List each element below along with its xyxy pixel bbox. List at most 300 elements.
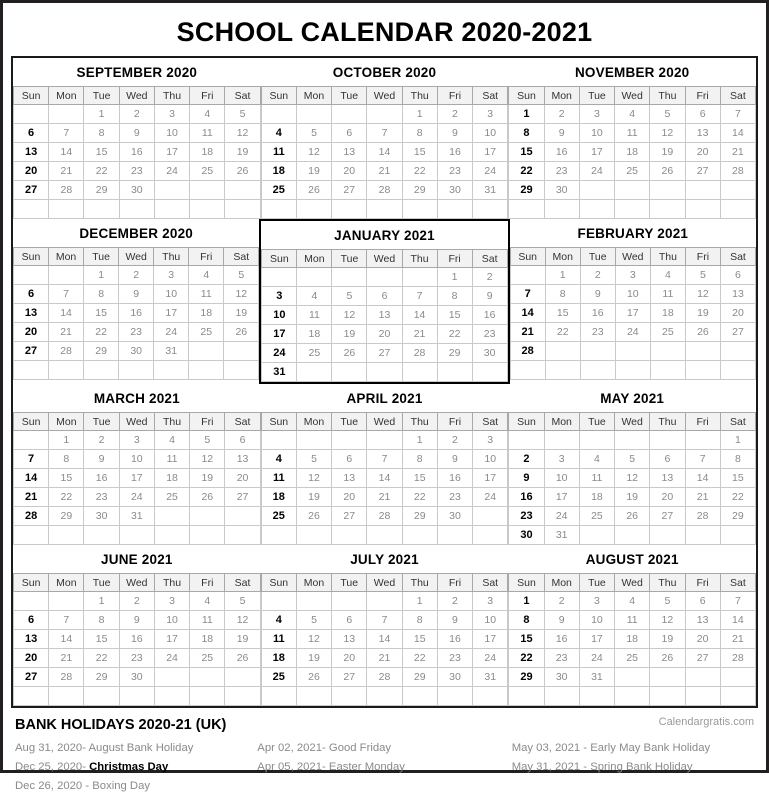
day-cell[interactable]: 5 xyxy=(296,611,331,630)
day-cell[interactable]: 9 xyxy=(509,469,544,488)
day-cell[interactable]: 31 xyxy=(473,668,508,687)
day-cell[interactable]: 19 xyxy=(296,162,331,181)
day-cell[interactable]: 3 xyxy=(544,450,579,469)
day-cell[interactable]: 6 xyxy=(14,285,49,304)
day-cell[interactable]: 13 xyxy=(14,304,49,323)
day-cell[interactable]: 20 xyxy=(14,323,49,342)
day-cell[interactable]: 23 xyxy=(119,649,154,668)
day-cell[interactable]: 8 xyxy=(402,611,437,630)
day-cell[interactable]: 3 xyxy=(154,105,189,124)
day-cell[interactable]: 28 xyxy=(510,342,545,361)
day-cell[interactable]: 13 xyxy=(14,143,49,162)
day-cell[interactable]: 1 xyxy=(49,431,84,450)
day-cell[interactable]: 29 xyxy=(720,507,755,526)
day-cell[interactable]: 2 xyxy=(437,431,472,450)
day-cell[interactable]: 15 xyxy=(509,143,544,162)
day-cell[interactable]: 11 xyxy=(615,611,650,630)
day-cell[interactable]: 14 xyxy=(49,630,84,649)
day-cell[interactable]: 19 xyxy=(190,469,225,488)
day-cell[interactable]: 5 xyxy=(332,287,367,306)
day-cell[interactable]: 7 xyxy=(367,450,402,469)
day-cell[interactable]: 7 xyxy=(402,287,437,306)
day-cell[interactable]: 20 xyxy=(14,649,49,668)
day-cell[interactable]: 3 xyxy=(262,287,297,306)
day-cell[interactable]: 14 xyxy=(367,630,402,649)
day-cell[interactable]: 1 xyxy=(84,266,119,285)
day-cell[interactable]: 23 xyxy=(437,488,472,507)
day-cell[interactable]: 28 xyxy=(685,507,720,526)
day-cell[interactable]: 15 xyxy=(84,143,119,162)
day-cell[interactable]: 14 xyxy=(49,143,84,162)
day-cell[interactable]: 7 xyxy=(720,105,755,124)
day-cell[interactable]: 25 xyxy=(579,507,614,526)
day-cell[interactable]: 29 xyxy=(84,181,119,200)
day-cell[interactable]: 21 xyxy=(49,649,84,668)
day-cell[interactable]: 7 xyxy=(14,450,49,469)
day-cell[interactable]: 3 xyxy=(615,266,650,285)
day-cell[interactable]: 6 xyxy=(367,287,402,306)
day-cell[interactable]: 14 xyxy=(685,469,720,488)
day-cell[interactable]: 6 xyxy=(225,431,260,450)
day-cell[interactable]: 22 xyxy=(402,488,437,507)
day-cell[interactable]: 23 xyxy=(544,649,579,668)
day-cell[interactable]: 16 xyxy=(544,630,579,649)
day-cell[interactable]: 8 xyxy=(509,611,544,630)
day-cell[interactable]: 26 xyxy=(332,344,367,363)
day-cell[interactable]: 16 xyxy=(437,143,472,162)
day-cell[interactable]: 31 xyxy=(579,668,614,687)
day-cell[interactable]: 24 xyxy=(615,323,650,342)
day-cell[interactable]: 23 xyxy=(544,162,579,181)
day-cell[interactable]: 29 xyxy=(49,507,84,526)
day-cell[interactable]: 4 xyxy=(261,124,296,143)
day-cell[interactable]: 2 xyxy=(472,268,507,287)
day-cell[interactable]: 4 xyxy=(189,266,224,285)
day-cell[interactable]: 2 xyxy=(84,431,119,450)
day-cell[interactable]: 3 xyxy=(154,592,189,611)
day-cell[interactable]: 11 xyxy=(615,124,650,143)
day-cell[interactable]: 14 xyxy=(367,143,402,162)
day-cell[interactable]: 12 xyxy=(225,124,260,143)
day-cell[interactable]: 12 xyxy=(296,630,331,649)
day-cell[interactable]: 21 xyxy=(49,323,84,342)
day-cell[interactable]: 18 xyxy=(189,304,224,323)
day-cell[interactable]: 4 xyxy=(615,592,650,611)
day-cell[interactable]: 21 xyxy=(367,162,402,181)
day-cell[interactable]: 23 xyxy=(119,323,154,342)
day-cell[interactable]: 30 xyxy=(437,507,472,526)
day-cell[interactable]: 9 xyxy=(119,285,154,304)
day-cell[interactable]: 7 xyxy=(720,592,755,611)
day-cell[interactable]: 22 xyxy=(402,162,437,181)
day-cell[interactable]: 3 xyxy=(154,266,189,285)
day-cell[interactable]: 6 xyxy=(332,611,367,630)
day-cell[interactable]: 24 xyxy=(473,649,508,668)
day-cell[interactable]: 15 xyxy=(49,469,84,488)
day-cell[interactable]: 31 xyxy=(262,363,297,382)
day-cell[interactable]: 28 xyxy=(49,342,84,361)
day-cell[interactable]: 21 xyxy=(510,323,545,342)
day-cell[interactable]: 22 xyxy=(509,162,544,181)
day-cell[interactable]: 11 xyxy=(190,124,225,143)
day-cell[interactable]: 25 xyxy=(190,649,225,668)
day-cell[interactable]: 20 xyxy=(332,488,367,507)
day-cell[interactable]: 19 xyxy=(224,304,259,323)
day-cell[interactable]: 10 xyxy=(154,285,189,304)
day-cell[interactable]: 18 xyxy=(261,162,296,181)
day-cell[interactable]: 15 xyxy=(84,304,119,323)
day-cell[interactable]: 10 xyxy=(579,611,614,630)
day-cell[interactable]: 26 xyxy=(650,649,685,668)
day-cell[interactable]: 17 xyxy=(473,630,508,649)
day-cell[interactable]: 21 xyxy=(720,630,755,649)
day-cell[interactable]: 20 xyxy=(14,162,49,181)
day-cell[interactable]: 29 xyxy=(84,668,119,687)
day-cell[interactable]: 10 xyxy=(544,469,579,488)
day-cell[interactable]: 24 xyxy=(154,323,189,342)
day-cell[interactable]: 21 xyxy=(402,325,437,344)
day-cell[interactable]: 10 xyxy=(473,611,508,630)
day-cell[interactable]: 19 xyxy=(296,649,331,668)
day-cell[interactable]: 11 xyxy=(261,143,296,162)
day-cell[interactable]: 17 xyxy=(119,469,154,488)
day-cell[interactable]: 10 xyxy=(473,124,508,143)
day-cell[interactable]: 31 xyxy=(119,507,154,526)
day-cell[interactable]: 20 xyxy=(685,630,720,649)
day-cell[interactable]: 19 xyxy=(225,143,260,162)
day-cell[interactable]: 2 xyxy=(119,266,154,285)
day-cell[interactable]: 17 xyxy=(154,630,189,649)
day-cell[interactable]: 17 xyxy=(579,143,614,162)
day-cell[interactable]: 22 xyxy=(402,649,437,668)
day-cell[interactable]: 13 xyxy=(685,611,720,630)
day-cell[interactable]: 13 xyxy=(332,143,367,162)
day-cell[interactable]: 27 xyxy=(14,342,49,361)
day-cell[interactable]: 18 xyxy=(154,469,189,488)
day-cell[interactable]: 4 xyxy=(650,266,685,285)
day-cell[interactable]: 11 xyxy=(154,450,189,469)
day-cell[interactable]: 24 xyxy=(119,488,154,507)
day-cell[interactable]: 5 xyxy=(296,450,331,469)
day-cell[interactable]: 16 xyxy=(544,143,579,162)
day-cell[interactable]: 4 xyxy=(579,450,614,469)
day-cell[interactable]: 18 xyxy=(579,488,614,507)
day-cell[interactable]: 13 xyxy=(332,469,367,488)
day-cell[interactable]: 20 xyxy=(225,469,260,488)
day-cell[interactable]: 12 xyxy=(650,611,685,630)
day-cell[interactable]: 12 xyxy=(332,306,367,325)
day-cell[interactable]: 12 xyxy=(224,285,259,304)
day-cell[interactable]: 12 xyxy=(190,450,225,469)
day-cell[interactable]: 16 xyxy=(509,488,544,507)
day-cell[interactable]: 30 xyxy=(472,344,507,363)
day-cell[interactable]: 25 xyxy=(154,488,189,507)
day-cell[interactable]: 15 xyxy=(437,306,472,325)
day-cell[interactable]: 2 xyxy=(509,450,544,469)
day-cell[interactable]: 28 xyxy=(49,181,84,200)
day-cell[interactable]: 24 xyxy=(154,649,189,668)
day-cell[interactable]: 11 xyxy=(261,469,296,488)
day-cell[interactable]: 19 xyxy=(332,325,367,344)
day-cell[interactable]: 26 xyxy=(296,668,331,687)
day-cell[interactable]: 16 xyxy=(437,469,472,488)
day-cell[interactable]: 24 xyxy=(579,162,614,181)
day-cell[interactable]: 11 xyxy=(650,285,685,304)
day-cell[interactable]: 12 xyxy=(650,124,685,143)
day-cell[interactable]: 4 xyxy=(261,450,296,469)
day-cell[interactable]: 25 xyxy=(261,668,296,687)
day-cell[interactable]: 24 xyxy=(262,344,297,363)
day-cell[interactable]: 21 xyxy=(14,488,49,507)
day-cell[interactable]: 1 xyxy=(509,105,544,124)
day-cell[interactable]: 27 xyxy=(14,181,49,200)
day-cell[interactable]: 30 xyxy=(544,181,579,200)
day-cell[interactable]: 23 xyxy=(437,162,472,181)
day-cell[interactable]: 25 xyxy=(297,344,332,363)
day-cell[interactable]: 15 xyxy=(402,630,437,649)
day-cell[interactable]: 23 xyxy=(580,323,615,342)
day-cell[interactable]: 16 xyxy=(472,306,507,325)
day-cell[interactable]: 1 xyxy=(545,266,580,285)
day-cell[interactable]: 5 xyxy=(650,105,685,124)
day-cell[interactable]: 19 xyxy=(685,304,720,323)
day-cell[interactable]: 17 xyxy=(154,304,189,323)
day-cell[interactable]: 8 xyxy=(84,611,119,630)
day-cell[interactable]: 29 xyxy=(437,344,472,363)
day-cell[interactable]: 30 xyxy=(119,181,154,200)
day-cell[interactable]: 22 xyxy=(84,162,119,181)
day-cell[interactable]: 11 xyxy=(190,611,225,630)
day-cell[interactable]: 6 xyxy=(720,266,755,285)
day-cell[interactable]: 2 xyxy=(119,105,154,124)
day-cell[interactable]: 5 xyxy=(224,266,259,285)
day-cell[interactable]: 1 xyxy=(509,592,544,611)
day-cell[interactable]: 13 xyxy=(14,630,49,649)
day-cell[interactable]: 26 xyxy=(190,488,225,507)
day-cell[interactable]: 24 xyxy=(544,507,579,526)
day-cell[interactable]: 22 xyxy=(49,488,84,507)
day-cell[interactable]: 9 xyxy=(437,611,472,630)
day-cell[interactable]: 27 xyxy=(225,488,260,507)
day-cell[interactable]: 4 xyxy=(154,431,189,450)
day-cell[interactable]: 14 xyxy=(510,304,545,323)
day-cell[interactable]: 22 xyxy=(437,325,472,344)
day-cell[interactable]: 4 xyxy=(261,611,296,630)
day-cell[interactable]: 8 xyxy=(49,450,84,469)
day-cell[interactable]: 23 xyxy=(119,162,154,181)
day-cell[interactable]: 5 xyxy=(650,592,685,611)
day-cell[interactable]: 31 xyxy=(154,342,189,361)
day-cell[interactable]: 31 xyxy=(544,526,579,545)
day-cell[interactable]: 28 xyxy=(402,344,437,363)
day-cell[interactable]: 12 xyxy=(225,611,260,630)
day-cell[interactable]: 27 xyxy=(720,323,755,342)
day-cell[interactable]: 17 xyxy=(262,325,297,344)
day-cell[interactable]: 29 xyxy=(402,668,437,687)
day-cell[interactable]: 9 xyxy=(544,611,579,630)
day-cell[interactable]: 29 xyxy=(84,342,119,361)
day-cell[interactable]: 30 xyxy=(437,181,472,200)
day-cell[interactable]: 30 xyxy=(544,668,579,687)
day-cell[interactable]: 20 xyxy=(367,325,402,344)
day-cell[interactable]: 25 xyxy=(615,649,650,668)
day-cell[interactable]: 15 xyxy=(545,304,580,323)
day-cell[interactable]: 18 xyxy=(615,630,650,649)
day-cell[interactable]: 9 xyxy=(437,124,472,143)
day-cell[interactable]: 15 xyxy=(402,143,437,162)
day-cell[interactable]: 20 xyxy=(685,143,720,162)
day-cell[interactable]: 14 xyxy=(402,306,437,325)
day-cell[interactable]: 27 xyxy=(14,668,49,687)
day-cell[interactable]: 13 xyxy=(225,450,260,469)
day-cell[interactable]: 10 xyxy=(473,450,508,469)
day-cell[interactable]: 25 xyxy=(190,162,225,181)
day-cell[interactable]: 9 xyxy=(437,450,472,469)
day-cell[interactable]: 7 xyxy=(49,285,84,304)
day-cell[interactable]: 24 xyxy=(473,488,508,507)
day-cell[interactable]: 14 xyxy=(720,611,755,630)
day-cell[interactable]: 29 xyxy=(509,181,544,200)
day-cell[interactable]: 12 xyxy=(615,469,650,488)
day-cell[interactable]: 18 xyxy=(190,143,225,162)
day-cell[interactable]: 29 xyxy=(402,507,437,526)
day-cell[interactable]: 7 xyxy=(367,611,402,630)
day-cell[interactable]: 23 xyxy=(437,649,472,668)
day-cell[interactable]: 30 xyxy=(119,668,154,687)
day-cell[interactable]: 22 xyxy=(720,488,755,507)
day-cell[interactable]: 27 xyxy=(650,507,685,526)
day-cell[interactable]: 15 xyxy=(720,469,755,488)
day-cell[interactable]: 18 xyxy=(261,488,296,507)
day-cell[interactable]: 27 xyxy=(685,649,720,668)
day-cell[interactable]: 2 xyxy=(437,592,472,611)
day-cell[interactable]: 22 xyxy=(509,649,544,668)
day-cell[interactable]: 8 xyxy=(402,450,437,469)
day-cell[interactable]: 8 xyxy=(720,450,755,469)
day-cell[interactable]: 5 xyxy=(225,105,260,124)
day-cell[interactable]: 5 xyxy=(685,266,720,285)
day-cell[interactable]: 19 xyxy=(296,488,331,507)
day-cell[interactable]: 22 xyxy=(545,323,580,342)
day-cell[interactable]: 4 xyxy=(297,287,332,306)
day-cell[interactable]: 27 xyxy=(367,344,402,363)
day-cell[interactable]: 22 xyxy=(84,323,119,342)
day-cell[interactable]: 18 xyxy=(261,649,296,668)
day-cell[interactable]: 1 xyxy=(84,592,119,611)
day-cell[interactable]: 25 xyxy=(189,323,224,342)
day-cell[interactable]: 24 xyxy=(473,162,508,181)
day-cell[interactable]: 10 xyxy=(119,450,154,469)
day-cell[interactable]: 3 xyxy=(579,105,614,124)
day-cell[interactable]: 15 xyxy=(84,630,119,649)
day-cell[interactable]: 18 xyxy=(297,325,332,344)
day-cell[interactable]: 1 xyxy=(720,431,755,450)
day-cell[interactable]: 4 xyxy=(615,105,650,124)
day-cell[interactable]: 8 xyxy=(84,124,119,143)
day-cell[interactable]: 13 xyxy=(332,630,367,649)
day-cell[interactable]: 1 xyxy=(402,105,437,124)
day-cell[interactable]: 28 xyxy=(367,507,402,526)
day-cell[interactable]: 8 xyxy=(402,124,437,143)
day-cell[interactable]: 8 xyxy=(84,285,119,304)
day-cell[interactable]: 17 xyxy=(154,143,189,162)
day-cell[interactable]: 19 xyxy=(650,630,685,649)
day-cell[interactable]: 11 xyxy=(189,285,224,304)
day-cell[interactable]: 25 xyxy=(650,323,685,342)
day-cell[interactable]: 16 xyxy=(119,630,154,649)
day-cell[interactable]: 30 xyxy=(437,668,472,687)
day-cell[interactable]: 26 xyxy=(296,507,331,526)
day-cell[interactable]: 17 xyxy=(473,469,508,488)
day-cell[interactable]: 25 xyxy=(261,181,296,200)
day-cell[interactable]: 23 xyxy=(472,325,507,344)
day-cell[interactable]: 9 xyxy=(580,285,615,304)
day-cell[interactable]: 5 xyxy=(615,450,650,469)
day-cell[interactable]: 27 xyxy=(332,668,367,687)
day-cell[interactable]: 8 xyxy=(545,285,580,304)
day-cell[interactable]: 2 xyxy=(580,266,615,285)
day-cell[interactable]: 13 xyxy=(685,124,720,143)
day-cell[interactable]: 6 xyxy=(14,124,49,143)
day-cell[interactable]: 3 xyxy=(473,592,508,611)
day-cell[interactable]: 3 xyxy=(473,105,508,124)
day-cell[interactable]: 13 xyxy=(720,285,755,304)
day-cell[interactable]: 25 xyxy=(261,507,296,526)
day-cell[interactable]: 14 xyxy=(14,469,49,488)
day-cell[interactable]: 6 xyxy=(685,105,720,124)
day-cell[interactable]: 28 xyxy=(720,162,755,181)
day-cell[interactable]: 2 xyxy=(437,105,472,124)
day-cell[interactable]: 24 xyxy=(154,162,189,181)
day-cell[interactable]: 15 xyxy=(402,469,437,488)
day-cell[interactable]: 1 xyxy=(402,592,437,611)
day-cell[interactable]: 9 xyxy=(119,611,154,630)
day-cell[interactable]: 8 xyxy=(437,287,472,306)
day-cell[interactable]: 3 xyxy=(579,592,614,611)
day-cell[interactable]: 26 xyxy=(224,323,259,342)
day-cell[interactable]: 16 xyxy=(437,630,472,649)
day-cell[interactable]: 12 xyxy=(296,469,331,488)
day-cell[interactable]: 11 xyxy=(261,630,296,649)
day-cell[interactable]: 23 xyxy=(509,507,544,526)
day-cell[interactable]: 18 xyxy=(190,630,225,649)
day-cell[interactable]: 4 xyxy=(190,105,225,124)
day-cell[interactable]: 30 xyxy=(84,507,119,526)
day-cell[interactable]: 6 xyxy=(14,611,49,630)
day-cell[interactable]: 5 xyxy=(225,592,260,611)
day-cell[interactable]: 6 xyxy=(332,450,367,469)
day-cell[interactable]: 20 xyxy=(720,304,755,323)
day-cell[interactable]: 20 xyxy=(332,162,367,181)
day-cell[interactable]: 21 xyxy=(49,162,84,181)
day-cell[interactable]: 20 xyxy=(332,649,367,668)
day-cell[interactable]: 13 xyxy=(650,469,685,488)
day-cell[interactable]: 10 xyxy=(262,306,297,325)
day-cell[interactable]: 18 xyxy=(650,304,685,323)
day-cell[interactable]: 17 xyxy=(615,304,650,323)
day-cell[interactable]: 27 xyxy=(332,507,367,526)
day-cell[interactable]: 9 xyxy=(544,124,579,143)
day-cell[interactable]: 14 xyxy=(720,124,755,143)
day-cell[interactable]: 2 xyxy=(544,105,579,124)
day-cell[interactable]: 28 xyxy=(720,649,755,668)
day-cell[interactable]: 19 xyxy=(615,488,650,507)
day-cell[interactable]: 9 xyxy=(472,287,507,306)
day-cell[interactable]: 11 xyxy=(297,306,332,325)
day-cell[interactable]: 2 xyxy=(119,592,154,611)
day-cell[interactable]: 6 xyxy=(650,450,685,469)
day-cell[interactable]: 10 xyxy=(154,611,189,630)
